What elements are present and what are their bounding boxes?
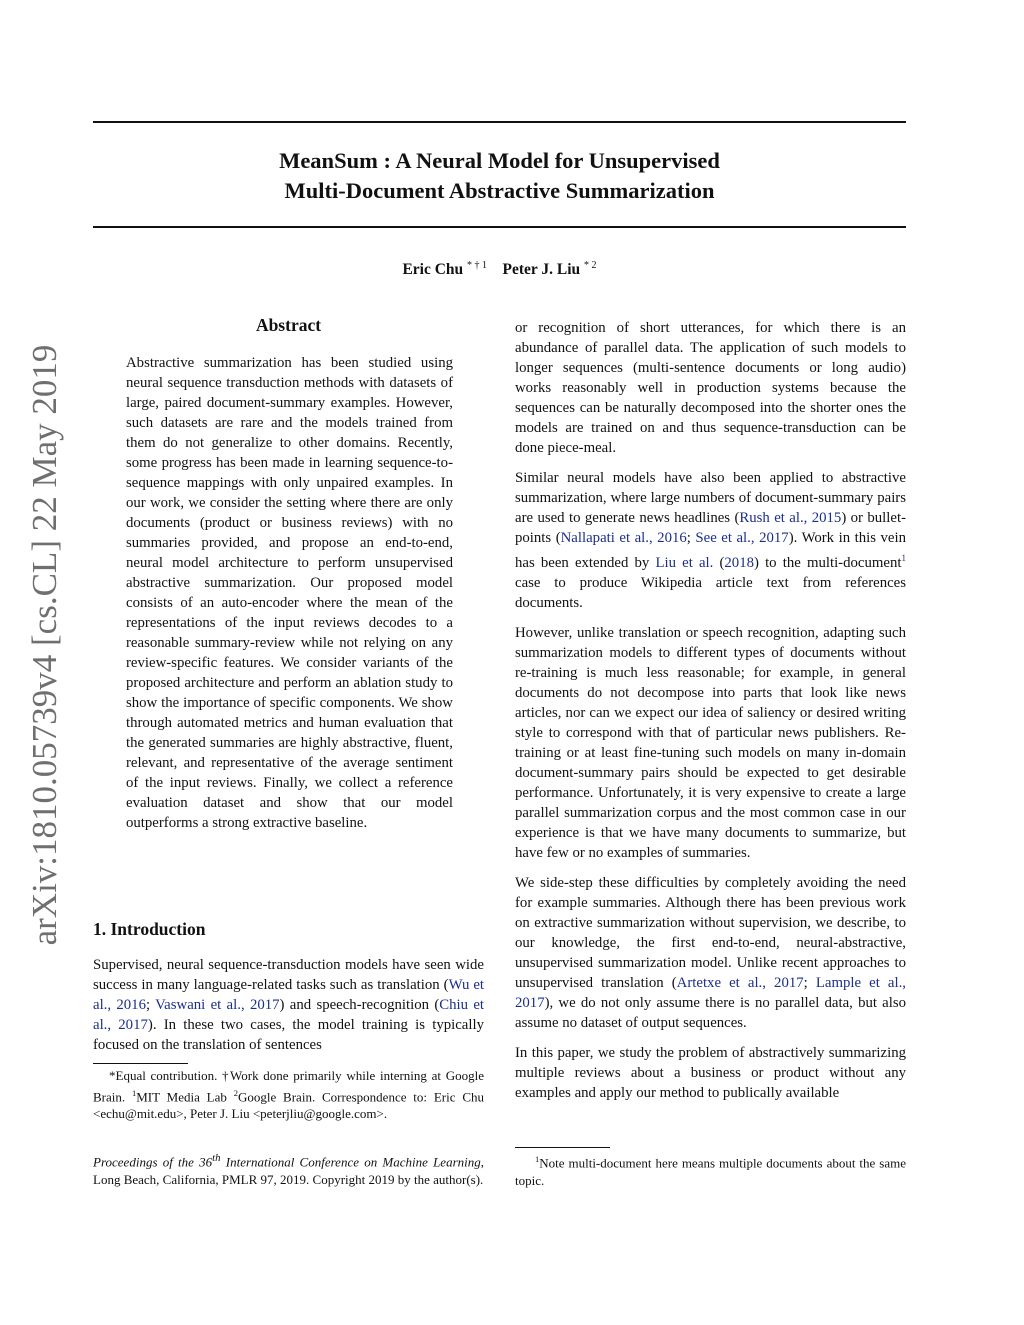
abstract-body: Abstractive summarization has been studied using neural sequence transduction methods with datasets of large, paired document-summary examples. However, such datasets are rare and the models trained from them do not generalize to other domains. Recently, some progress has been made in learning sequence-to-sequence mappings with only unpaired examples. In our work, we consider the setting where there are only documents (product or business reviews) with no summaries provided, and propose an end-to-end, neural model architecture to perform unsupervised abstractive summarization. Our proposed model consists of an auto-encoder where the mean of the representations of the input reviews decodes to a reasonable summary-review while not relying on any review-specific features. We consider variants of the proposed architecture and perform an ablation study to show the importance of specific components. We show through automated metrics and human evaluation that the generated summaries are highly abstractive, fluent, relevant, and representative of the average sentiment of the input reviews. Finally, we collect a reference evaluation dataset and show that our model outperforms a strong extractive baseline.: [126, 355, 453, 831]
proceedings-italic: International Conference on Machine Learning: [220, 1154, 481, 1170]
paragraph: or recognition of short utterances, for which there is an abundance of parallel data. The application of such models to longer sequences (multi-sentence documents or long audio) works reasonably well in production systems because the sequences can be naturally decomposed into the shorter ones the models are trained on and thus sequence-transduction can be done piece-meal.: [515, 320, 906, 456]
right-column: [515, 318, 906, 1113]
intro-text: ) and speech-recognition (: [279, 997, 440, 1013]
paragraph-text: case to produce Wikipedia article text from references documents.: [515, 574, 906, 611]
citation-link[interactable]: See et al., 2017: [695, 530, 789, 546]
arxiv-identifier: arXiv:1810.05739v4 [cs.CL] 22 May 2019: [25, 344, 64, 946]
footnote-text: *Equal contribution. †Work done primarily while interning at Google Brain.: [93, 1068, 484, 1104]
footnote-mark: 2: [233, 1087, 238, 1098]
footnote-text: Google Brain. Correspondence to: Eric Chu <echu@mit.edu>, Peter J. Liu <peterjliu@google.com>.: [93, 1088, 484, 1122]
paragraph-text: ;: [686, 530, 696, 546]
footnote-text: Note multi-document here means multiple documents about the same topic.: [515, 1155, 906, 1188]
paragraph-text: ) or bullet-points (: [515, 510, 906, 546]
author-list: [93, 260, 906, 279]
paragraph: [515, 468, 906, 613]
paragraph-text: ). Work in this vein has been extended by: [515, 530, 906, 571]
bottom-title-rule: [93, 226, 906, 228]
paragraph: In this paper, we study the problem of abstractively summarizing multiple reviews about a business or product without any examples and apply our method to publically available: [515, 1044, 906, 1101]
author-affiliation-marks: * † 1: [467, 260, 488, 271]
footnote-link[interactable]: 1: [901, 553, 906, 563]
affiliation-footnote: [93, 1067, 484, 1123]
abstract-heading: Abstract: [255, 315, 322, 335]
proceedings-ordinal-suffix: th: [212, 1152, 221, 1164]
paragraph-text: (: [713, 554, 725, 571]
section-heading-introduction: 1. Introduction: [93, 919, 206, 939]
author-name: Eric Chu: [402, 261, 464, 279]
paragraph-text: ), we do not only assume there is no parallel data, but also assume no dataset of output sequences.: [515, 994, 906, 1031]
author-name: Peter J. Liu: [502, 261, 581, 279]
citation-link[interactable]: Chiu et al., 2017: [93, 997, 485, 1033]
proceedings-text: , Long Beach, California, PMLR 97, 2019. Copyright 2019 by the author(s).: [93, 1154, 484, 1187]
title-line-1: MeanSum : A Neural Model for Unsupervised: [279, 148, 720, 173]
citation-link[interactable]: Artetxe et al., 2017: [676, 974, 804, 991]
intro-text: Supervised, neural sequence-transduction models have seen wide success in many language-related tasks such as translation (: [93, 957, 484, 993]
proceedings-note: [93, 1150, 484, 1188]
citation-link[interactable]: Wu et al., 2016: [93, 977, 485, 1013]
proceedings-italic: Proceedings of the: [93, 1154, 200, 1170]
paragraph-text: ;: [803, 974, 816, 991]
author-affiliation-marks: * 2: [584, 260, 597, 271]
footnote-rule-right: [515, 1147, 610, 1148]
citation-link[interactable]: Lample et al., 2017: [515, 974, 906, 1011]
citation-link[interactable]: 2018: [724, 554, 754, 571]
paragraph: However, unlike translation or speech recognition, adapting such summarization models to different types of documents without re-training is much less reasonable; for example, in general documents do not decompose into parts that look like news articles, nor can we expect our idea of saliency or desired writing style to correspond with that of particular news publishers. Re-training or at least fine-tuning such models on many in-domain document-summary pairs should be expected to get desirable performance. Unfortunately, it is very expensive to create a large parallel summarization corpus and the most common case in our experience is that we have many documents to summarize, but have few or no examples of summaries.: [515, 624, 906, 861]
intro-text: ). In these two cases, the model training is typically focused on the translation of sentences: [93, 1017, 484, 1053]
paper-title: [93, 146, 906, 206]
footnote-mark: 1: [131, 1087, 137, 1098]
footnote-mark: 1: [535, 1154, 540, 1164]
citation-link[interactable]: Nallapati et al., 2016: [560, 530, 687, 546]
title-line-2: Multi-Document Abstractive Summarization: [284, 178, 715, 203]
paragraph-text: ) to the multi-document: [754, 554, 902, 571]
paragraph-text: We side-step these difficulties by completely avoiding the need for example summaries. Although there has been previous work on extractive summarization without supervision, we describe, to our knowledge, the first end-to-end, neural-abstractive, unsupervised summarization model. Unlike recent approaches to unsupervised translation (: [515, 874, 906, 991]
intro-text: ;: [145, 997, 156, 1013]
introduction-paragraph: [93, 955, 484, 1055]
top-rule: [93, 121, 906, 123]
footnote-rule-left: [93, 1063, 188, 1064]
citation-link[interactable]: Liu et al.: [655, 554, 714, 571]
citation-link[interactable]: Vaswani et al., 2017: [155, 997, 280, 1013]
proceedings-ordinal: 36: [199, 1154, 213, 1170]
footnote-multidocument: [515, 1151, 906, 1189]
paragraph-text: Similar neural models have also been applied to abstractive summarization, where large numbers of document-summary pairs are used to generate news headlines (: [515, 470, 906, 526]
paragraph: [515, 873, 906, 1033]
footnote-text: MIT Media Lab: [136, 1088, 234, 1104]
citation-link[interactable]: Rush et al., 2015: [739, 510, 842, 526]
